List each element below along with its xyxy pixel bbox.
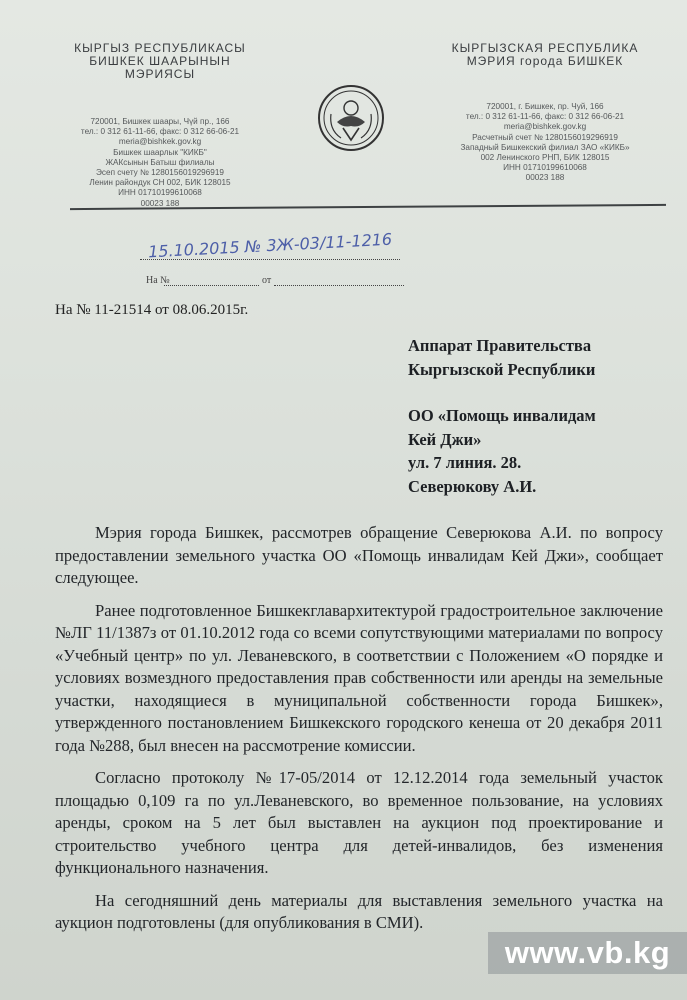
contact-details-russian bbox=[420, 102, 670, 184]
addressee-line: ОО «Помощь инвалидам bbox=[408, 406, 596, 425]
registration-underline bbox=[140, 259, 400, 260]
detail-line: 002 Ленинского РНП, БИК 128015 bbox=[480, 153, 610, 163]
detail-line: тел.: 0 312 61-11-66, факс: 0 312 66-06-21 bbox=[465, 112, 625, 122]
detail-line: meria@bishkek.gov.kg bbox=[118, 137, 202, 147]
date-blank bbox=[274, 285, 404, 286]
detail-line: ИНН 01710199610068 bbox=[118, 188, 202, 198]
detail-line: 720001, Бишкек шаары, Чүй пр., 166 bbox=[90, 117, 230, 126]
detail-line: тел.: 0 312 61-11-66, факс: 0 312 66-06-21 bbox=[80, 127, 240, 137]
addressee-line: Северюкову А.И. bbox=[408, 476, 537, 496]
number-blank bbox=[164, 285, 259, 286]
addressee-line: ул. 7 линия. 28. bbox=[408, 453, 522, 472]
org-name-kyrgyz: БИШКЕК ШААРЫНЫН bbox=[89, 54, 231, 68]
org-name-kyrgyz: КЫРГЫЗ РЕСПУБЛИКАСЫ bbox=[74, 41, 246, 55]
reference-line: На № 11-21514 от 08.06.2015г. bbox=[55, 302, 249, 318]
org-name-kyrgyz: МЭРИЯСЫ bbox=[124, 67, 196, 81]
from-label: от bbox=[262, 275, 272, 286]
detail-line: Ленин райондук СН 002, БИК 128015 bbox=[89, 178, 231, 188]
addressee-line: Кей Джи» bbox=[408, 429, 482, 449]
contact-details-kyrgyz bbox=[40, 117, 280, 209]
org-name-russian: МЭРИЯ города БИШКЕК bbox=[466, 54, 624, 68]
state-emblem-icon bbox=[317, 84, 385, 152]
detail-line: ЖАКсынын Батыш филиалы bbox=[105, 157, 215, 167]
registration-number-field bbox=[140, 229, 405, 262]
addressee-organization bbox=[408, 404, 683, 498]
detail-line: Расчетный счет № 1280156019296919 bbox=[472, 132, 618, 142]
number-label: На № bbox=[146, 275, 170, 286]
body-paragraph: Ранее подготовленное Бишкекглавархитектурой градостроительное заключение №ЛГ 11/1387з от 01.10.2012 года со всеми сопутствующими материалами по вопросу «Учебный центр» по ул. Леваневского, в соответствии с Положением «О порядке и условиях возмездного предоставления прав собственности или аренды на земельные участки, находящиеся в муниципальной собственности города Бишкек», утвержденного постановлением Бишкекского городского кенеша от 20 декабря 2011 года №288, был внесен на рассмотрение комиссии. bbox=[55, 600, 663, 755]
detail-line: 00023 188 bbox=[525, 173, 565, 183]
body-paragraph: На сегодняшний день материалы для выставления земельного участка на аукцион подготовлены (для опубликования в СМИ). bbox=[55, 890, 663, 932]
addressee-line: Кыргызской Республики bbox=[408, 359, 596, 379]
handwritten-registration: 15.10.2015 № 3Ж-03/11-1216 bbox=[147, 229, 393, 262]
detail-line: 00023 188 bbox=[140, 198, 180, 208]
addressee-government bbox=[408, 334, 683, 381]
header-left bbox=[40, 42, 280, 209]
addressee-line: Аппарат Правительства bbox=[408, 336, 592, 355]
letter-body bbox=[55, 522, 663, 945]
detail-line: 720001, г. Бишкек, пр. Чуй, 166 bbox=[486, 102, 604, 111]
detail-line: Бишкек шаарлык "КИКБ" bbox=[113, 147, 207, 157]
header-right bbox=[420, 42, 670, 184]
detail-line: Эсеп счету № 1280156019296919 bbox=[96, 168, 224, 178]
detail-line: Западный Бишкекский филиал ЗАО «КИКБ» bbox=[460, 142, 630, 152]
body-paragraph: Согласно протоколу №17-05/2014 от 12.12.2014 года земельный участок площадью 0,109 га по ул.Леваневского, во временное пользование, на условиях аренды, сроком на 5 лет был выставлен на аукцион под проектирование и строительство учебного центра для детей-инвалидов, без изменения функционального назначения. bbox=[55, 768, 663, 877]
site-watermark: www.vb.kg bbox=[488, 932, 687, 974]
body-paragraph: Мэрия города Бишкек, рассмотрев обращение Северюкова А.И. по вопросу предоставлении земельного участка ОО «Помощь инвалидам Кей Джи», сообщает следующее. bbox=[55, 523, 663, 587]
incoming-reference-field bbox=[140, 275, 410, 289]
detail-line: meria@bishkek.gov.kg bbox=[503, 122, 587, 132]
org-name-russian: КЫРГЫЗСКАЯ РЕСПУБЛИКА bbox=[451, 41, 639, 55]
detail-line: ИНН 01710199610068 bbox=[503, 163, 587, 173]
